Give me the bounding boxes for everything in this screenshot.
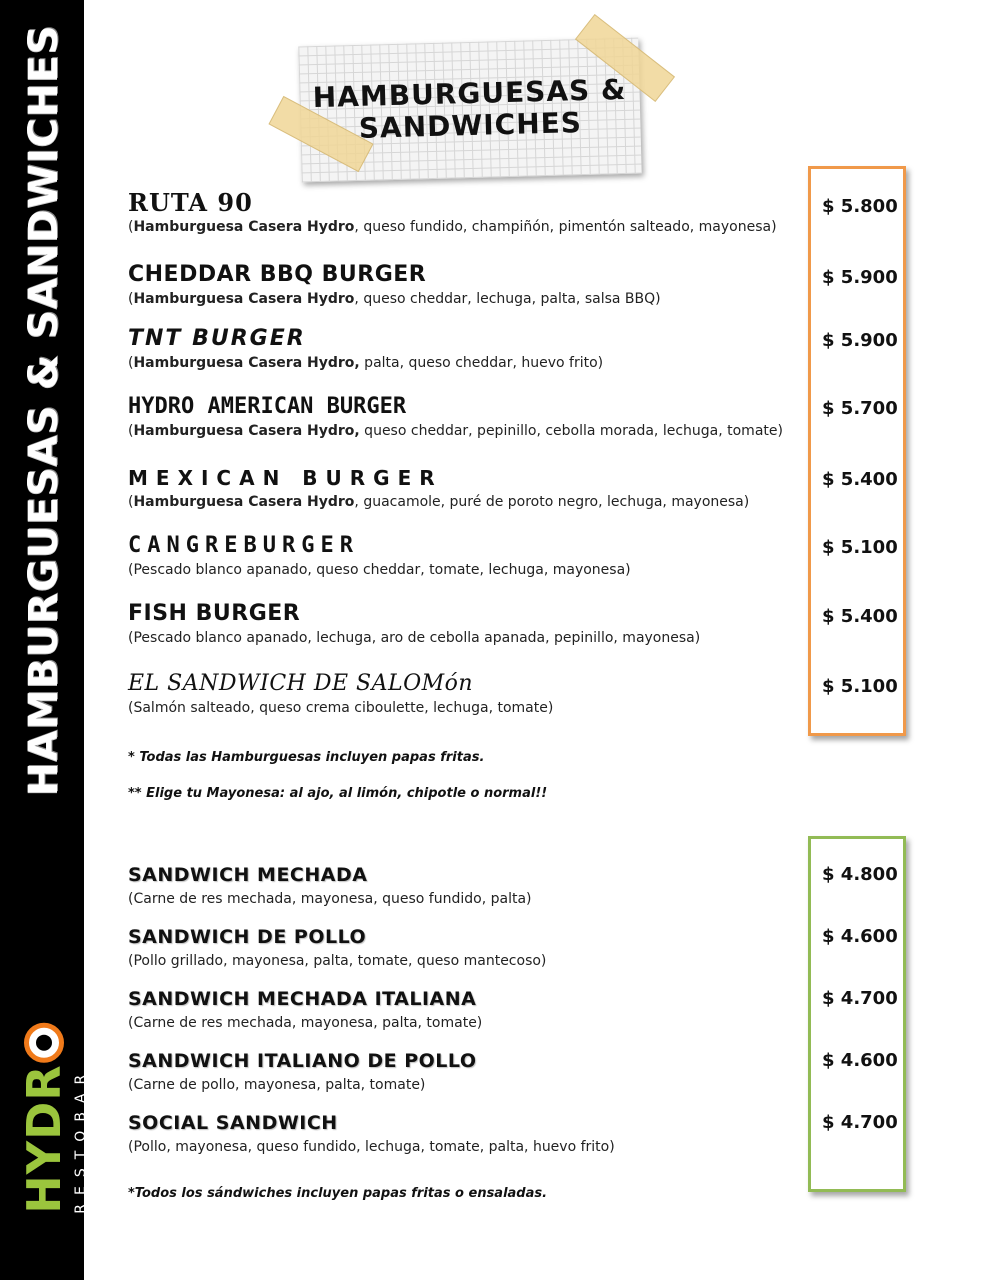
burger-price-box (808, 166, 906, 736)
menu-item (128, 924, 808, 970)
item-desc-bold: Hamburguesa Casera Hydro, (133, 355, 360, 371)
item-price: $ 5.900 (822, 267, 898, 288)
item-desc: (Carne de res mechada, mayonesa, queso fundido, palta) (128, 891, 532, 907)
menu-item (128, 394, 808, 440)
item-desc-bold: Hamburguesa Casera Hydro (133, 494, 355, 510)
item-name: FISH BURGER (128, 601, 301, 626)
item-desc: (Pescado blanco apanado, queso cheddar, tomate, lechuga, mayonesa) (128, 562, 631, 578)
item-desc-bold: Hamburguesa Casera Hydro, (133, 423, 360, 439)
logo-eye-icon (24, 1022, 64, 1062)
side-bar (0, 0, 89, 1280)
menu-item (128, 1048, 808, 1094)
item-name: CANGREBURGER (128, 533, 359, 558)
item-name: SANDWICH ITALIANO DE POLLO (128, 1050, 477, 1072)
menu-item (128, 601, 808, 647)
item-desc: (Hamburguesa Casera Hydro, guacamole, puré de poroto negro, lechuga, mayonesa) (128, 494, 750, 510)
item-price: $ 5.700 (822, 398, 898, 419)
item-desc-bold: Hamburguesa Casera Hydro (133, 291, 355, 307)
item-price: $ 5.900 (822, 330, 898, 351)
item-desc: (Salmón salteado, queso crema ciboulette, lechuga, tomate) (128, 700, 554, 716)
item-name: RUTA 90 (128, 188, 253, 217)
item-name: HYDRO AMERICAN BURGER (128, 394, 407, 419)
item-desc-rest: palta, queso cheddar, huevo frito) (359, 355, 604, 371)
item-desc-rest: , guacamole, puré de poroto negro, lechuga, mayonesa) (354, 494, 750, 510)
item-price: $ 4.600 (822, 926, 898, 947)
footnote-mayo: ** Elige tu Mayonesa: al ajo, al limón, chipotle o normal!! (128, 786, 548, 801)
item-price: $ 5.100 (822, 676, 898, 697)
item-price: $ 5.400 (822, 469, 898, 490)
menu-item (128, 986, 808, 1032)
item-name: SOCIAL SANDWICH (128, 1112, 338, 1134)
item-price: $ 5.800 (822, 196, 898, 217)
item-desc: (Carne de pollo, mayonesa, palta, tomate) (128, 1077, 426, 1093)
item-name: SANDWICH MECHADA ITALIANA (128, 988, 477, 1010)
item-desc: (Hamburguesa Casera Hydro, palta, queso cheddar, huevo frito) (128, 355, 604, 371)
item-desc: (Hamburguesa Casera Hydro, queso cheddar, pepinillo, cebolla morada, lechuga, tomate) (128, 423, 783, 439)
item-desc-rest: queso cheddar, pepinillo, cebolla morada, lechuga, tomate) (359, 423, 783, 439)
hydro-logo (17, 1022, 89, 1214)
item-name: MEXICAN BURGER (128, 466, 443, 490)
item-price: $ 4.700 (822, 988, 898, 1009)
item-price: $ 5.400 (822, 606, 898, 627)
logo-word: HYDR (17, 1064, 71, 1214)
item-name: CHEDDAR BBQ BURGER (128, 262, 427, 287)
logo-subtitle: RESTOBAR (73, 1065, 89, 1214)
menu-item (128, 1110, 808, 1156)
item-price: $ 4.600 (822, 1050, 898, 1071)
item-desc: (Hamburguesa Casera Hydro, queso fundido, champiñón, pimentón salteado, mayonesa) (128, 219, 777, 235)
item-desc: (Carne de res mechada, mayonesa, palta, tomate) (128, 1015, 483, 1031)
item-name: SANDWICH DE POLLO (128, 926, 367, 948)
header-title-line2: SANDWICHES (358, 106, 583, 145)
item-name: TNT BURGER (128, 326, 306, 351)
item-price: $ 5.100 (822, 537, 898, 558)
item-name: SANDWICH MECHADA (128, 864, 368, 886)
item-desc-bold: Hamburguesa Casera Hydro (133, 219, 355, 235)
item-desc-rest: , queso fundido, champiñón, pimentón salteado, mayonesa) (354, 219, 777, 235)
item-desc: (Pollo, mayonesa, queso fundido, lechuga, tomate, palta, huevo frito) (128, 1139, 615, 1155)
item-price: $ 4.700 (822, 1112, 898, 1133)
menu-item (128, 671, 808, 717)
item-price: $ 4.800 (822, 864, 898, 885)
footnote-sandwiches: *Todos los sándwiches incluyen papas fritas o ensaladas. (128, 1186, 548, 1201)
item-desc: (Pollo grillado, mayonesa, palta, tomate, queso mantecoso) (128, 953, 547, 969)
header-note (268, 18, 648, 178)
menu-item (128, 190, 808, 236)
item-desc: (Pescado blanco apanado, lechuga, aro de cebolla apanada, pepinillo, mayonesa) (128, 630, 701, 646)
item-name: EL SANDWICH DE SALOMón (128, 671, 474, 696)
footnote-papas: * Todas las Hamburguesas incluyen papas fritas. (128, 750, 485, 765)
item-desc-rest: , queso cheddar, lechuga, palta, salsa BBQ) (354, 291, 661, 307)
menu-item (128, 465, 808, 511)
menu-item (128, 326, 808, 372)
menu-item (128, 533, 808, 579)
side-title: HAMBURGUESAS & SANDWICHES (21, 24, 67, 796)
menu-item (128, 262, 808, 308)
item-desc: (Hamburguesa Casera Hydro, queso cheddar, lechuga, palta, salsa BBQ) (128, 291, 661, 307)
sandwich-price-box (808, 836, 906, 1192)
menu-item (128, 862, 808, 908)
header-title-line1: HAMBURGUESAS & (312, 72, 627, 114)
